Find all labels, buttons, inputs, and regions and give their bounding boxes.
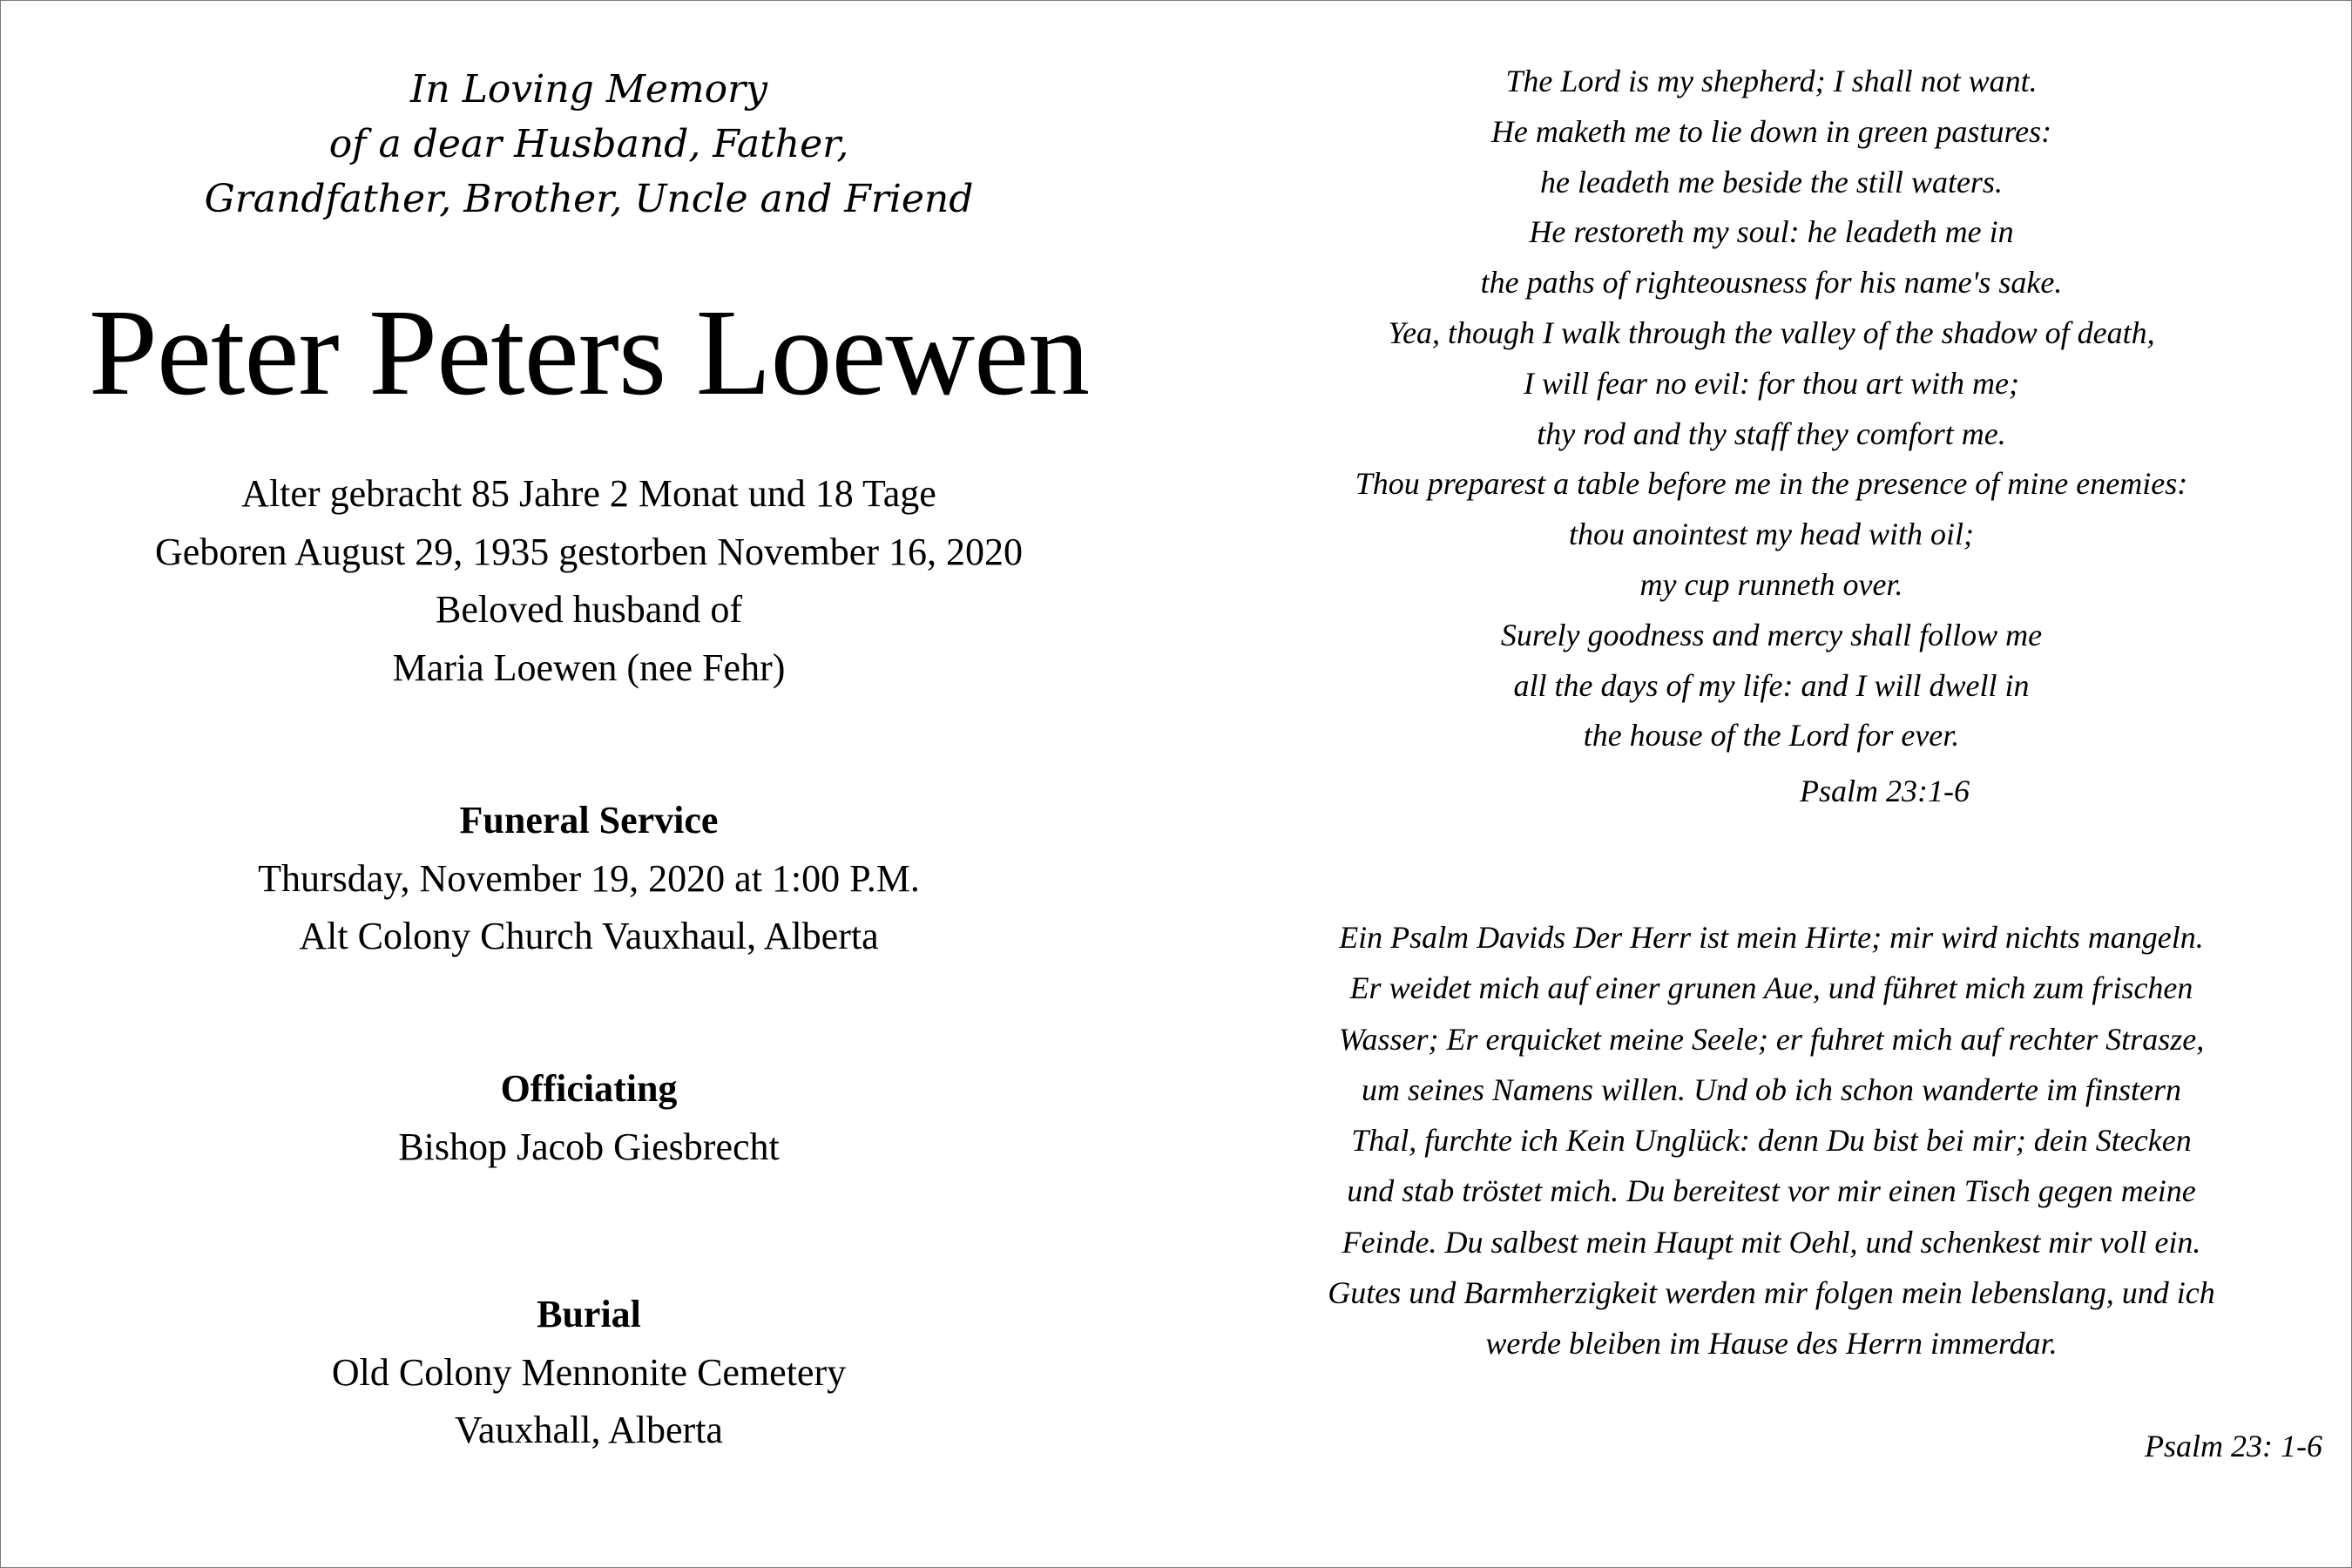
detail-line: Geboren August 29, 1935 gestorben November 16, 2020 xyxy=(155,530,1023,573)
verse-line: Yea, though I walk through the valley of the shadow of death, xyxy=(1388,314,2155,350)
funeral-service-heading: Funeral Service xyxy=(459,799,719,841)
verse-line: Thou preparest a table before me in the presence of mine enemies: xyxy=(1355,466,2188,502)
verse-line: I will fear no evil: for thou art with me; xyxy=(1524,365,2019,401)
verse-line: Ein Psalm Davids Der Herr ist mein Hirte; mir wird nichts mangeln. xyxy=(1339,920,2204,955)
funeral-location: Alt Colony Church Vauxhaul, Alberta xyxy=(299,915,879,957)
psalm-german-reference: Psalm 23: 1-6 xyxy=(2145,1429,2322,1463)
detail-line: Beloved husband of xyxy=(436,588,742,631)
burial-section xyxy=(36,1286,1142,1460)
psalm-german xyxy=(1220,912,2322,1369)
verse-line: Feinde. Du salbest mein Haupt mit Oehl, und schenkest mir voll ein. xyxy=(1342,1224,2201,1260)
verse-line: und stab tröstet mich. Du bereitest vor mir einen Tisch gegen meine xyxy=(1347,1173,2196,1209)
deceased-name: Peter Peters Loewen xyxy=(88,283,1090,421)
verse-line: The Lord is my shepherd; I shall not want. xyxy=(1505,64,2038,98)
verse-line: Er weidet mich auf einer grunen Aue, und führet mich zum frischen xyxy=(1349,970,2193,1006)
verse-line: thou anointest my head with oil; xyxy=(1569,517,1974,552)
verse-line: he leadeth me beside the still waters. xyxy=(1540,164,2003,199)
verse-line: the paths of righteousness for his name's sake. xyxy=(1480,265,2063,301)
detail-line: Maria Loewen (nee Fehr) xyxy=(392,645,786,689)
verse-line: um seines Namens willen. Und ob ich schon wanderte im finstern xyxy=(1362,1071,2181,1107)
officiating-section xyxy=(36,1060,1142,1176)
verse-line: Thal, furchte ich Kein Unglück: denn Du bist bei mir; dein Stecken xyxy=(1351,1123,2192,1159)
intro-line: Grandfather, Brother, Uncle and Friend xyxy=(204,177,974,221)
verse-line: all the days of my life: and I will dwell in xyxy=(1513,667,2030,703)
verse-line: Surely goodness and mercy shall follow me xyxy=(1500,617,2043,652)
burial-heading: Burial xyxy=(537,1293,641,1335)
verse-line: werde bleiben im Hause des Herrn immerdar. xyxy=(1485,1326,2058,1362)
officiating-heading: Officiating xyxy=(500,1067,678,1110)
intro-line: of a dear Husband, Father, xyxy=(328,122,849,166)
verse-line: Gutes und Barmherzigkeit werden mir folgen mein lebenslang, und ich xyxy=(1328,1275,2215,1311)
verse-line: thy rod and thy staff they comfort me. xyxy=(1537,416,2006,451)
verse-line: the house of the Lord for ever. xyxy=(1583,718,1960,754)
intro-line: In Loving Memory xyxy=(409,67,768,112)
psalm-english-reference: Psalm 23:1-6 xyxy=(1800,774,1970,808)
verse-line: He restoreth my soul: he leadeth me in xyxy=(1529,214,2014,250)
verse-line: my cup runneth over. xyxy=(1639,566,1903,602)
cemetery-location: Vauxhall, Alberta xyxy=(455,1409,723,1451)
verse-line: Wasser; Er erquicket meine Seele; er fuhret mich auf rechter Strasze, xyxy=(1338,1021,2205,1057)
in-loving-memory xyxy=(36,62,1142,226)
psalm-english xyxy=(1220,57,2322,761)
life-details xyxy=(36,465,1142,697)
funeral-service-section xyxy=(36,792,1142,966)
verse-line: He maketh me to lie down in green pastures: xyxy=(1490,113,2052,149)
officiant-name: Bishop Jacob Giesbrecht xyxy=(398,1125,780,1168)
funeral-date: Thursday, November 19, 2020 at 1:00 P.M. xyxy=(258,856,920,900)
detail-line: Alter gebracht 85 Jahre 2 Monat und 18 Tage xyxy=(241,472,936,515)
cemetery-name: Old Colony Mennonite Cemetery xyxy=(331,1350,847,1394)
